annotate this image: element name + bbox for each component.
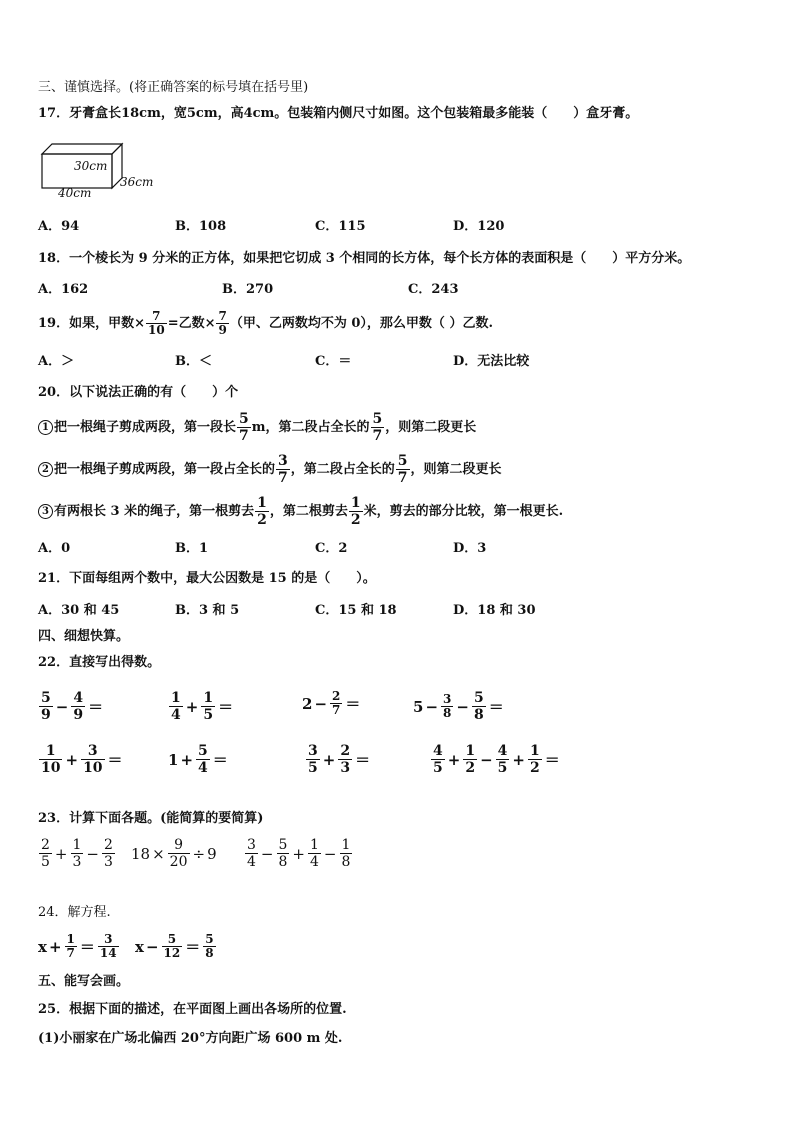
equation-24-1: x + $\frac{1}{7}$ ＝ $\frac{3}{14}$ — [38, 932, 117, 960]
circled-number-3: 3 — [38, 504, 53, 519]
question-20: 20．以下说法正确的有（ ）个 — [38, 385, 239, 400]
question-17: 17．牙膏盒长18cm，宽5cm，高4cm。包装箱内侧尺寸如图。这个包装箱最多能装（ ）盒牙膏。 — [38, 106, 639, 121]
option-a: A．162 — [38, 282, 89, 297]
option-c: C．15 和 18 — [315, 603, 397, 618]
expression-22-6: 1 + $\frac{5}{4}$ ＝ — [168, 743, 228, 776]
option-a: A．94 — [38, 219, 80, 234]
option-b: B．＜ — [175, 354, 212, 369]
statement-1: 1 把一根绳子剪成两段，第一段长 $\frac{5}{7}$ m，第二段占全长的 $\frac{5}{7}$ ，则第二段更长 — [38, 410, 476, 446]
expression-22-8: $\frac{4}{5}$ + $\frac{1}{2}$ − $\frac{4}{5}$ + $\frac{1}{2}$ ＝ — [433, 743, 560, 776]
expression-23-3: $\frac{3}{4}$ − $\frac{5}{8}$ + $\frac{1}{4}$ − $\frac{1}{8}$ — [247, 837, 351, 870]
option-c: C．115 — [315, 219, 366, 234]
circled-number-2: 2 — [38, 462, 53, 477]
question-23: 23．计算下面各题。(能简算的要简算) — [38, 811, 264, 826]
expression-22-7: $\frac{3}{5}$ + $\frac{2}{3}$ ＝ — [308, 743, 371, 776]
option-b: B．3 和 5 — [175, 603, 240, 618]
option-c: C．＝ — [315, 354, 352, 369]
option-d: D．120 — [453, 219, 505, 234]
expression-23-1: $\frac{2}{5}$ + $\frac{1}{3}$ − $\frac{2}{3}$ — [41, 837, 113, 870]
option-b: B．270 — [222, 282, 274, 297]
option-a: A．＞ — [38, 354, 75, 369]
section-title: 三、谨慎选择。(将正确答案的标号填在括号里) — [38, 80, 309, 95]
option-c: C．2 — [315, 541, 348, 556]
circled-number-1: 1 — [38, 420, 53, 435]
question-18: 18．一个棱长为 9 分米的正方体，如果把它切成 3 个相同的长方体，每个长方体的表面积是（ ）平方分米。 — [38, 251, 691, 266]
question-25-part-1: (1)小丽家在广场北偏西 20°方向距广场 600 m 处. — [38, 1031, 343, 1046]
option-b: B．1 — [175, 541, 209, 556]
expression-22-4: 5 − $\frac{3}{8}$ − $\frac{5}{8}$ ＝ — [413, 690, 504, 723]
expression-22-2: $\frac{1}{4}$ + $\frac{1}{5}$ ＝ — [171, 690, 234, 723]
expression-22-5: $\frac{1}{10}$ + $\frac{3}{10}$ ＝ — [41, 743, 123, 776]
expression-22-3: 2 − $\frac{2}{7}$ ＝ — [302, 689, 361, 717]
figure-label-width: 30cm — [74, 159, 108, 173]
equation-24-2: x − $\frac{5}{12}$ ＝ $\frac{5}{8}$ — [135, 932, 214, 960]
question-21: 21．下面每组两个数中，最大公因数是 15 的是（ ）。 — [38, 571, 376, 586]
option-b: B．108 — [175, 219, 227, 234]
statement-2: 2 把一根绳子剪成两段，第一段占全长的 $\frac{3}{7}$ ，第二段占全长的 $\frac{5}{7}$ ，则第二段更长 — [38, 452, 502, 488]
question-25: 25．根据下面的描述，在平面图上画出各场所的位置. — [38, 1002, 347, 1017]
expression-23-2: 18 × $\frac{9}{20}$ ÷ 9 — [131, 837, 217, 870]
option-d: D．无法比较 — [453, 354, 530, 369]
expression-22-1: $\frac{5}{9}$ − $\frac{4}{9}$ ＝ — [41, 690, 104, 723]
option-d: D．3 — [453, 541, 487, 556]
section-title: 五、能写会画。 — [38, 974, 130, 989]
option-a: A．0 — [38, 541, 71, 556]
question-22: 22．直接写出得数。 — [38, 655, 161, 670]
question-19: 19．如果，甲数× $\frac{7}{10}$ =乙数× $\frac{7}{9}$ （甲、乙两数均不为 0），那么甲数（ ）乙数. — [38, 309, 493, 337]
option-a: A．30 和 45 — [38, 603, 120, 618]
question-24: 24．解方程. — [38, 905, 111, 920]
statement-3: 3 有两根长 3 米的绳子，第一根剪去 $\frac{1}{2}$ ，第二根剪去 $\frac{1}{2}$ 米，剪去的部分比较，第一根更长. — [38, 494, 563, 530]
figure-label-length: 40cm — [58, 186, 92, 200]
option-c: C．243 — [408, 282, 459, 297]
figure-label-height: 36cm — [120, 175, 154, 189]
section-title: 四、细想快算。 — [38, 629, 130, 644]
option-d: D．18 和 30 — [453, 603, 536, 618]
